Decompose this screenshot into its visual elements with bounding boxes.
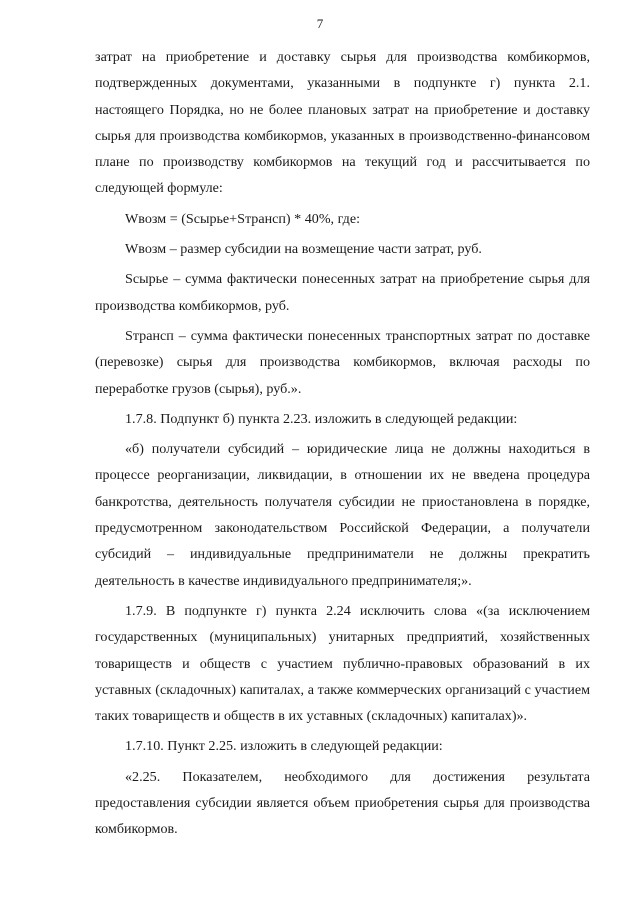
paragraph-item-1-7-10: 1.7.10. Пункт 2.25. изложить в следующей редакции: [125, 738, 443, 755]
paragraph-quote-b: «б) получатели субсидий – юридические лица не должны находиться в процессе реорганизации, ликвидации, в отношении их не введена процедура банкротства, деятельность получателя субсидии не приостановлена в порядке, предусмотренном законодательством Российской Федерации, а получатели субсидий – индивидуальные предприниматели не должны прекратить деятельность в качестве индивидуального предпринимателя;». [95, 441, 590, 589]
paragraph-item-1-7-9: 1.7.9. В подпункте г) пункта 2.24 исключить слова «(за исключением государственных (муниципальных) унитарных предприятий, хозяйственных товариществ и обществ с участием публично-правовых образований в их уставных (складочных) капиталах, а также коммерческих организаций с участием таких товариществ и обществ в их уставных (складочных) капиталах)». [95, 602, 590, 725]
paragraph-item-1-7-8: 1.7.8. Подпункт б) пункта 2.23. изложить в следующей редакции: [125, 410, 518, 427]
paragraph-quote-2-25: «2.25. Показателем, необходимого для достижения результата предоставления субсидии является объем приобретения сырья для производства комбикормов. [95, 768, 590, 838]
document-body [95, 44, 590, 843]
paragraph-definition-ssyrie: Sсырье – сумма фактически понесенных затрат на приобретение сырья для производства комбикормов, руб. [95, 271, 590, 314]
paragraph-formula: Wвозм = (Sсырье+Sтрансп) * 40%, где: [125, 210, 361, 227]
paragraph-definition-wvozm: Wвозм – размер субсидии на возмещение части затрат, руб. [125, 241, 482, 258]
paragraph-definition-stransp: Sтрансп – сумма фактически понесенных транспортных затрат по доставке (перевозке) сырья для производства комбикормов, включая расходы по переработке грузов (сырья), руб.». [95, 327, 590, 397]
page-number: 7 [316, 16, 324, 31]
paragraph-continuation: затрат на приобретение и доставку сырья для производства комбикормов, подтвержденных документами, указанными в подпункте г) пункта 2.1. настоящего Порядка, но не более плановых затрат на приобретение и доставку сырья для производства комбикормов, указанных в производственно-финансовом плане по производству комбикормов на текущий год и рассчитывается по следующей формуле: [95, 49, 590, 197]
